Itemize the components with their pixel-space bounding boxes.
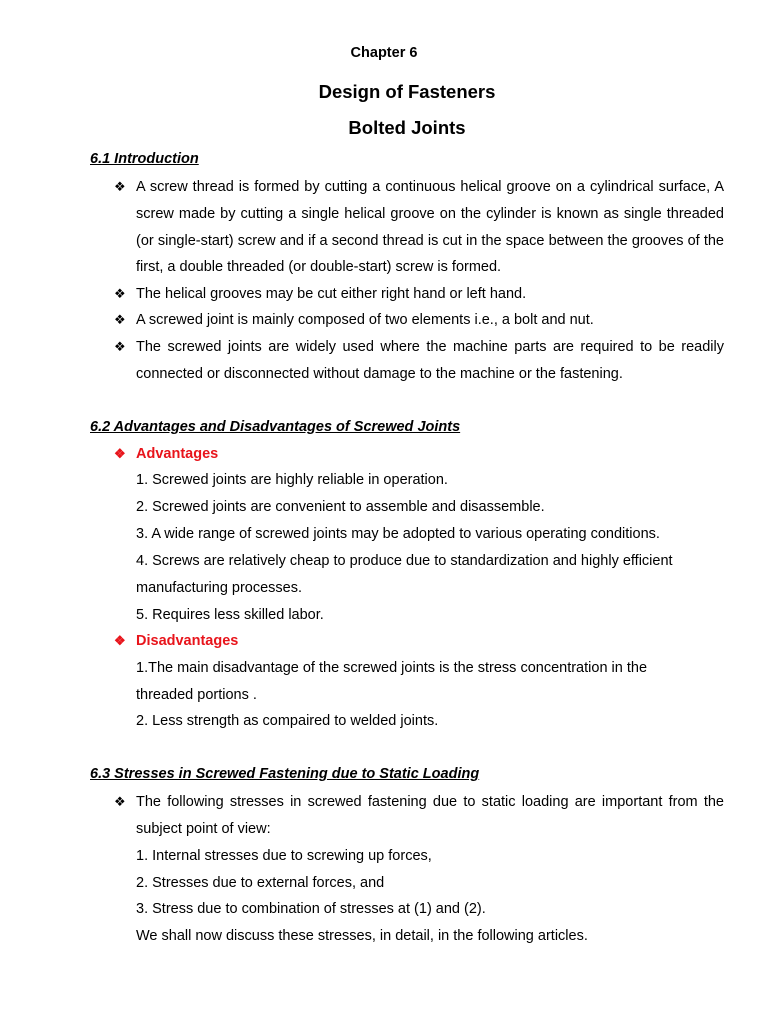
diamond-bullet-icon: ❖	[114, 312, 126, 327]
advantage-item: 4. Screws are relatively cheap to produce due to standardization and highly efficient	[136, 553, 673, 569]
disadvantage-item: 2. Less strength as compaired to welded joints.	[136, 713, 439, 729]
disadvantage-item: 1.The main disadvantage of the screwed joints is the stress concentration in the	[136, 660, 648, 676]
intro-bullet-text: The screwed joints are widely used where the machine parts are required to be readily connected or disconnected without damage to the machine or the fastening.	[136, 339, 724, 382]
intro-bullet-3	[114, 307, 724, 334]
diamond-bullet-icon: ❖	[114, 633, 126, 648]
advantages-label-row	[114, 441, 724, 468]
diamond-bullet-icon: ❖	[114, 339, 126, 354]
diamond-bullet-icon: ❖	[114, 179, 126, 194]
stress-item: 2. Stresses due to external forces, and	[136, 875, 385, 891]
chapter-subtitle: Bolted Joints	[348, 117, 466, 138]
section-heading-introduction: 6.1 Introduction	[90, 151, 199, 167]
disadvantage-item-continued: threaded portions .	[136, 687, 257, 703]
chapter-title: Design of Fasteners	[318, 81, 496, 102]
stresses-bullet	[114, 789, 724, 843]
stresses-bullet-text: The following stresses in screwed fastening due to static loading are important from the subject point of view:	[136, 794, 724, 837]
disadvantages-label-row	[114, 628, 724, 655]
diamond-bullet-icon: ❖	[114, 794, 126, 809]
advantage-item-continued: manufacturing processes.	[136, 580, 303, 596]
intro-bullet-1	[114, 174, 724, 281]
intro-bullet-text: A screw thread is formed by cutting a continuous helical groove on a cylindrical surface, A screw made by cutting a single helical groove on the cylinder is known as single threaded (or single-start) screw and if a second thread is cut in the space between the grooves of the first, a double threaded (or double-start) screw is formed.	[136, 179, 724, 276]
stress-item: 3. Stress due to combination of stresses at (1) and (2).	[136, 901, 486, 917]
diamond-bullet-icon: ❖	[114, 286, 126, 301]
intro-bullet-text: The helical grooves may be cut either right hand or left hand.	[136, 286, 527, 302]
section-heading-stresses: 6.3 Stresses in Screwed Fastening due to Static Loading	[90, 766, 480, 782]
advantage-item: 1. Screwed joints are highly reliable in operation.	[136, 472, 448, 488]
stress-item: 1. Internal stresses due to screwing up forces,	[136, 848, 432, 864]
intro-bullet-2	[114, 281, 724, 308]
section-heading-advantages: 6.2 Advantages and Disadvantages of Screwed Joints	[90, 419, 461, 435]
advantage-item: 3. A wide range of screwed joints may be adopted to various operating conditions.	[136, 526, 660, 542]
advantage-item: 5. Requires less skilled labor.	[136, 607, 324, 623]
stress-summary: We shall now discuss these stresses, in detail, in the following articles.	[136, 928, 588, 944]
advantage-item: 2. Screwed joints are convenient to assemble and disassemble.	[136, 499, 545, 515]
intro-bullet-4	[114, 334, 724, 388]
chapter-label: Chapter 6	[350, 45, 418, 61]
intro-bullet-text: A screwed joint is mainly composed of two elements i.e., a bolt and nut.	[136, 312, 594, 328]
disadvantages-label: Disadvantages	[136, 633, 239, 649]
advantages-label: Advantages	[136, 446, 219, 462]
diamond-bullet-icon: ❖	[114, 446, 126, 461]
